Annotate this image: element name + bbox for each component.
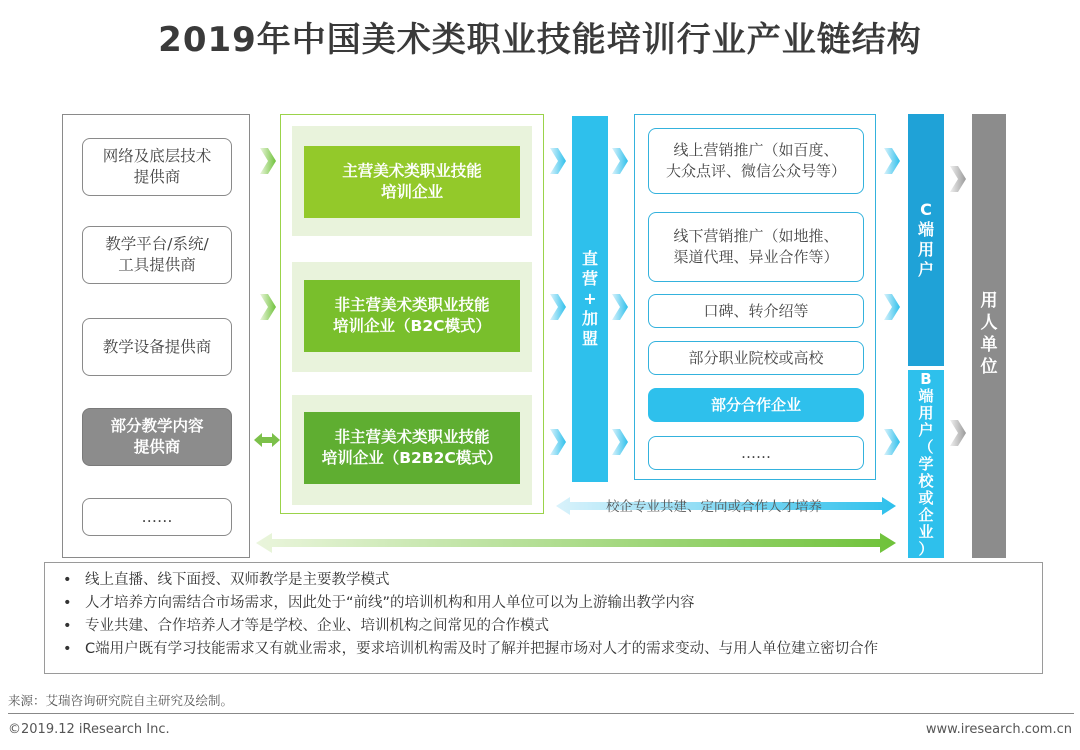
chevron-icon <box>260 294 276 320</box>
bar-char: 户 <box>918 420 934 439</box>
supplier-network-tech: 网络及底层技术 提供商 <box>82 138 232 196</box>
chevron-icon <box>612 294 628 320</box>
note-item <box>63 615 1042 638</box>
bar-char: C <box>920 200 932 219</box>
enterprise-b2c: 非主营美术类职业技能 培训企业（B2C模式） <box>304 280 520 352</box>
chevron-icon <box>950 166 966 192</box>
enterprise-main: 主营美术类职业技能 培训企业 <box>304 146 520 218</box>
chevron-icon <box>612 429 628 455</box>
bar-char: B <box>920 369 932 388</box>
bar-char: 校 <box>918 471 934 490</box>
bar-char: 用 <box>980 291 998 311</box>
bar-char: 加 <box>581 309 598 328</box>
enterprise-b2b2c: 非主营美术类职业技能 培训企业（B2B2C模式） <box>304 412 520 484</box>
c-end-users-bar <box>908 114 944 366</box>
note-text: C端用户既有学习技能需求又有就业需求，要求培训机构需及时了解并把握市场对人才的需求变动、与用人单位建立密切合作 <box>85 641 879 657</box>
channel-colleges: 部分职业院校或高校 <box>648 341 864 375</box>
bar-char: 直 <box>581 249 598 268</box>
direct-franchise-bar <box>572 116 608 482</box>
bullet: • <box>63 618 72 634</box>
bar-char: 营 <box>581 269 598 288</box>
note-text: 线上直播、线下面授、双师教学是主要教学模式 <box>85 572 390 588</box>
note-item <box>63 569 1042 592</box>
bar-char: （ <box>918 437 934 456</box>
channel-partner-enterprises: 部分合作企业 <box>648 388 864 422</box>
chevron-icon <box>884 429 900 455</box>
bar-char: 单 <box>980 335 998 355</box>
note-item <box>63 592 1042 615</box>
bar-char: 户 <box>917 260 934 279</box>
double-arrow-icon <box>254 433 280 447</box>
bar-char: 盟 <box>581 329 598 348</box>
b-end-users-bar <box>908 370 944 558</box>
employers-bar <box>972 114 1006 558</box>
channel-more: …… <box>648 436 864 470</box>
bar-char: 学 <box>918 454 934 473</box>
bar-char: 位 <box>980 357 998 377</box>
page-title: 2019年中国美术类职业技能培训行业产业链结构 <box>158 20 922 60</box>
footer-divider <box>8 713 1074 714</box>
chevron-icon <box>884 294 900 320</box>
chevron-icon <box>950 420 966 446</box>
bar-char: + <box>583 289 597 308</box>
chevron-icon <box>550 294 566 320</box>
channel-word-of-mouth: 口碑、转介绍等 <box>648 294 864 328</box>
bar-char: 人 <box>980 313 998 333</box>
bar-char: 企 <box>918 505 934 524</box>
chevron-icon <box>612 148 628 174</box>
note-item <box>63 638 1042 661</box>
bar-char: ） <box>918 539 934 558</box>
bar-char: 端 <box>918 386 934 405</box>
bar-char: 用 <box>917 240 934 259</box>
bar-char: 端 <box>917 220 934 239</box>
bar-char: 业 <box>918 522 934 541</box>
notes-box <box>44 562 1043 674</box>
supplier-platform-tools: 教学平台/系统/ 工具提供商 <box>82 226 232 284</box>
channel-offline-marketing: 线下营销推广（如地推、 渠道代理、异业合作等） <box>648 212 864 282</box>
note-text: 人才培养方向需结合市场需求，因此处于“前线”的培训机构和用人单位可以为上游输出教学内容 <box>85 595 695 611</box>
source-note: 来源：艾瑞咨询研究院自主研究及绘制。 <box>8 693 234 708</box>
supplier-content: 部分教学内容 提供商 <box>82 408 232 466</box>
note-text: 专业共建、合作培养人才等是学校、企业、培训机构之间常见的合作模式 <box>85 618 549 634</box>
channel-online-marketing: 线上营销推广（如百度、 大众点评、微信公众号等） <box>648 128 864 194</box>
chevron-icon <box>884 148 900 174</box>
bullet: • <box>63 595 72 611</box>
chevron-icon <box>550 429 566 455</box>
bar-char: 或 <box>918 488 934 507</box>
bar-char: 用 <box>918 403 934 422</box>
bullet: • <box>63 572 72 588</box>
copyright: ©2019.12 iResearch Inc. <box>8 722 170 737</box>
chevron-icon <box>260 148 276 174</box>
content-feedback-arrow <box>256 533 896 553</box>
bullet: • <box>63 641 72 657</box>
website-link[interactable]: www.iresearch.com.cn <box>925 722 1072 737</box>
cooperation-label: 校企专业共建、定向或合作人才培养 <box>606 499 822 515</box>
supplier-more: …… <box>82 498 232 536</box>
chevron-icon <box>550 148 566 174</box>
supplier-equipment: 教学设备提供商 <box>82 318 232 376</box>
